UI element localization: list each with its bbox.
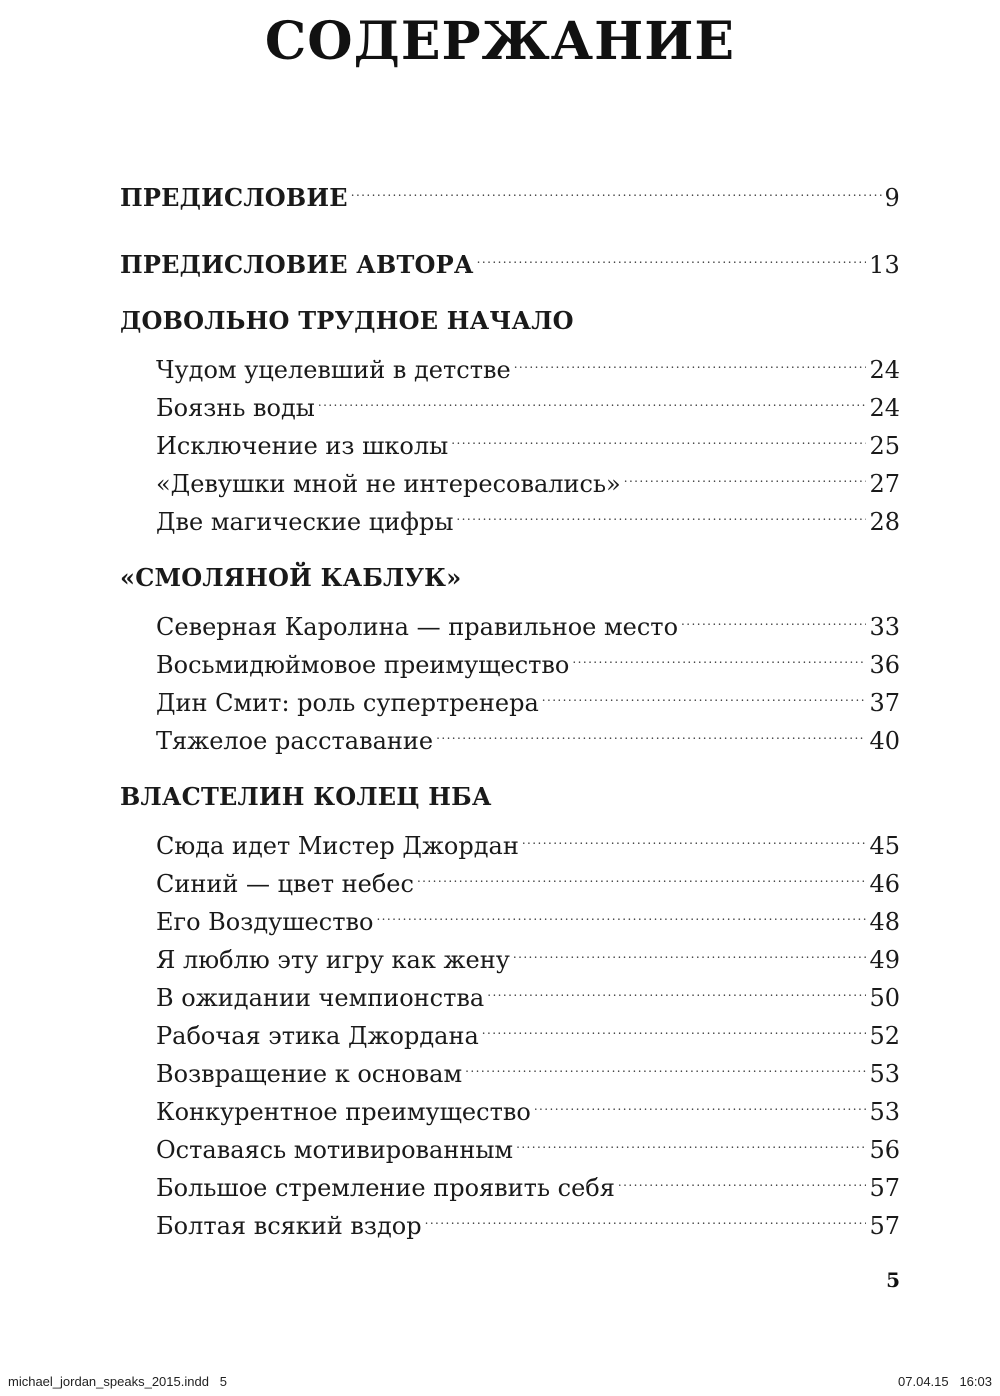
toc-entry-page: 48 xyxy=(869,908,900,936)
dot-leader xyxy=(572,635,866,673)
toc-entry-author-foreword[interactable] xyxy=(120,235,900,279)
toc-entry-page: 27 xyxy=(869,470,900,498)
toc-entry-title: «Девушки мной не интересовались» xyxy=(156,470,621,498)
dot-leader xyxy=(456,492,866,530)
toc-entry-title: ПРЕДИСЛОВИЕ АВТОРА xyxy=(120,250,474,279)
toc-entry-page: 46 xyxy=(869,870,900,898)
dot-leader xyxy=(681,597,866,635)
toc-entry-title: Исключение из школы xyxy=(156,432,449,460)
toc-entry-page: 28 xyxy=(869,508,900,536)
toc-entry-foreword[interactable] xyxy=(120,168,900,212)
section-heading-tar-heel[interactable]: «СМОЛЯНОЙ КАБЛУК» xyxy=(120,563,462,592)
toc-entry-page: 50 xyxy=(869,984,900,1012)
toc-entry[interactable] xyxy=(120,340,900,384)
toc-entry-page: 37 xyxy=(869,689,900,717)
dot-leader xyxy=(477,235,866,273)
dot-leader xyxy=(351,168,882,206)
toc-entry-title: Оставаясь мотивированным xyxy=(156,1136,514,1164)
toc-entry-title: Конкурентное преимущество xyxy=(156,1098,531,1126)
dot-leader xyxy=(513,930,867,968)
section-heading-nba-lord-of-rings[interactable]: ВЛАСТЕЛИН КОЛЕЦ НБА xyxy=(120,782,492,811)
toc-entry-page: 56 xyxy=(869,1136,900,1164)
dot-leader xyxy=(516,1120,866,1158)
section-heading-difficult-start[interactable]: ДОВОЛЬНО ТРУДНОЕ НАЧАЛО xyxy=(120,306,574,335)
toc-entry-title: Болтая всякий вздор xyxy=(156,1212,422,1240)
dot-leader xyxy=(618,1158,867,1196)
toc-entry-page: 53 xyxy=(869,1098,900,1126)
toc-entry[interactable] xyxy=(120,816,900,860)
toc-entry-page: 57 xyxy=(869,1212,900,1240)
table-of-contents xyxy=(120,168,900,1240)
toc-entry-page: 36 xyxy=(869,651,900,679)
toc-entry-title: Чудом уцелевший в детстве xyxy=(156,356,511,384)
toc-entry-title: ПРЕДИСЛОВИЕ xyxy=(120,183,348,212)
toc-entry-page: 52 xyxy=(869,1022,900,1050)
toc-entry-title: Сюда идет Мистер Джордан xyxy=(156,832,519,860)
toc-entry-title: Возвращение к основам xyxy=(156,1060,463,1088)
dot-leader xyxy=(624,454,867,492)
dot-leader xyxy=(514,340,867,378)
toc-entry-page: 13 xyxy=(869,251,900,279)
toc-entry-title: Дин Смит: роль супертренера xyxy=(156,689,539,717)
toc-entry[interactable] xyxy=(120,597,900,641)
dot-leader xyxy=(522,816,867,854)
toc-entry-page: 40 xyxy=(869,727,900,755)
toc-entry-title: Его Воздушество xyxy=(156,908,374,936)
toc-entry-page: 24 xyxy=(869,356,900,384)
toc-entry-title: Северная Каролина — правильное место xyxy=(156,613,679,641)
toc-entry-page: 24 xyxy=(869,394,900,422)
toc-entry-title: Тяжелое расставание xyxy=(156,727,434,755)
toc-entry-page: 9 xyxy=(884,184,900,212)
dot-leader xyxy=(482,1006,867,1044)
toc-entry-title: Рабочая этика Джордана xyxy=(156,1022,479,1050)
toc-entry-title: В ожидании чемпионства xyxy=(156,984,485,1012)
page-number: 5 xyxy=(886,1268,900,1292)
toc-entry-title: Восьмидюймовое преимущество xyxy=(156,651,570,679)
toc-entry-page: 45 xyxy=(869,832,900,860)
footer-datetime-slug: 07.04.15 16:03 xyxy=(898,1374,992,1389)
toc-entry-title: Боязнь воды xyxy=(156,394,315,422)
dot-leader xyxy=(376,892,866,930)
toc-entry-page: 49 xyxy=(869,946,900,974)
toc-entry-title: Я люблю эту игру как жену xyxy=(156,946,510,974)
toc-entry-page: 33 xyxy=(869,613,900,641)
footer-file-slug: michael_jordan_speaks_2015.indd 5 xyxy=(8,1374,227,1389)
page-title: СОДЕРЖАНИЕ xyxy=(264,11,736,72)
toc-entry-title: Большое стремление проявить себя xyxy=(156,1174,615,1202)
toc-entry-title: Две магические цифры xyxy=(156,508,454,536)
toc-entry-page: 53 xyxy=(869,1060,900,1088)
toc-entry-page: 25 xyxy=(869,432,900,460)
dot-leader xyxy=(465,1044,866,1082)
dot-leader xyxy=(487,968,866,1006)
dot-leader xyxy=(436,711,866,749)
dot-leader xyxy=(534,1082,867,1120)
toc-entry-title: Синий — цвет небес xyxy=(156,870,414,898)
dot-leader xyxy=(542,673,867,711)
dot-leader xyxy=(417,854,867,892)
dot-leader xyxy=(451,416,866,454)
dot-leader xyxy=(425,1196,867,1234)
dot-leader xyxy=(318,378,867,416)
toc-entry-page: 57 xyxy=(869,1174,900,1202)
